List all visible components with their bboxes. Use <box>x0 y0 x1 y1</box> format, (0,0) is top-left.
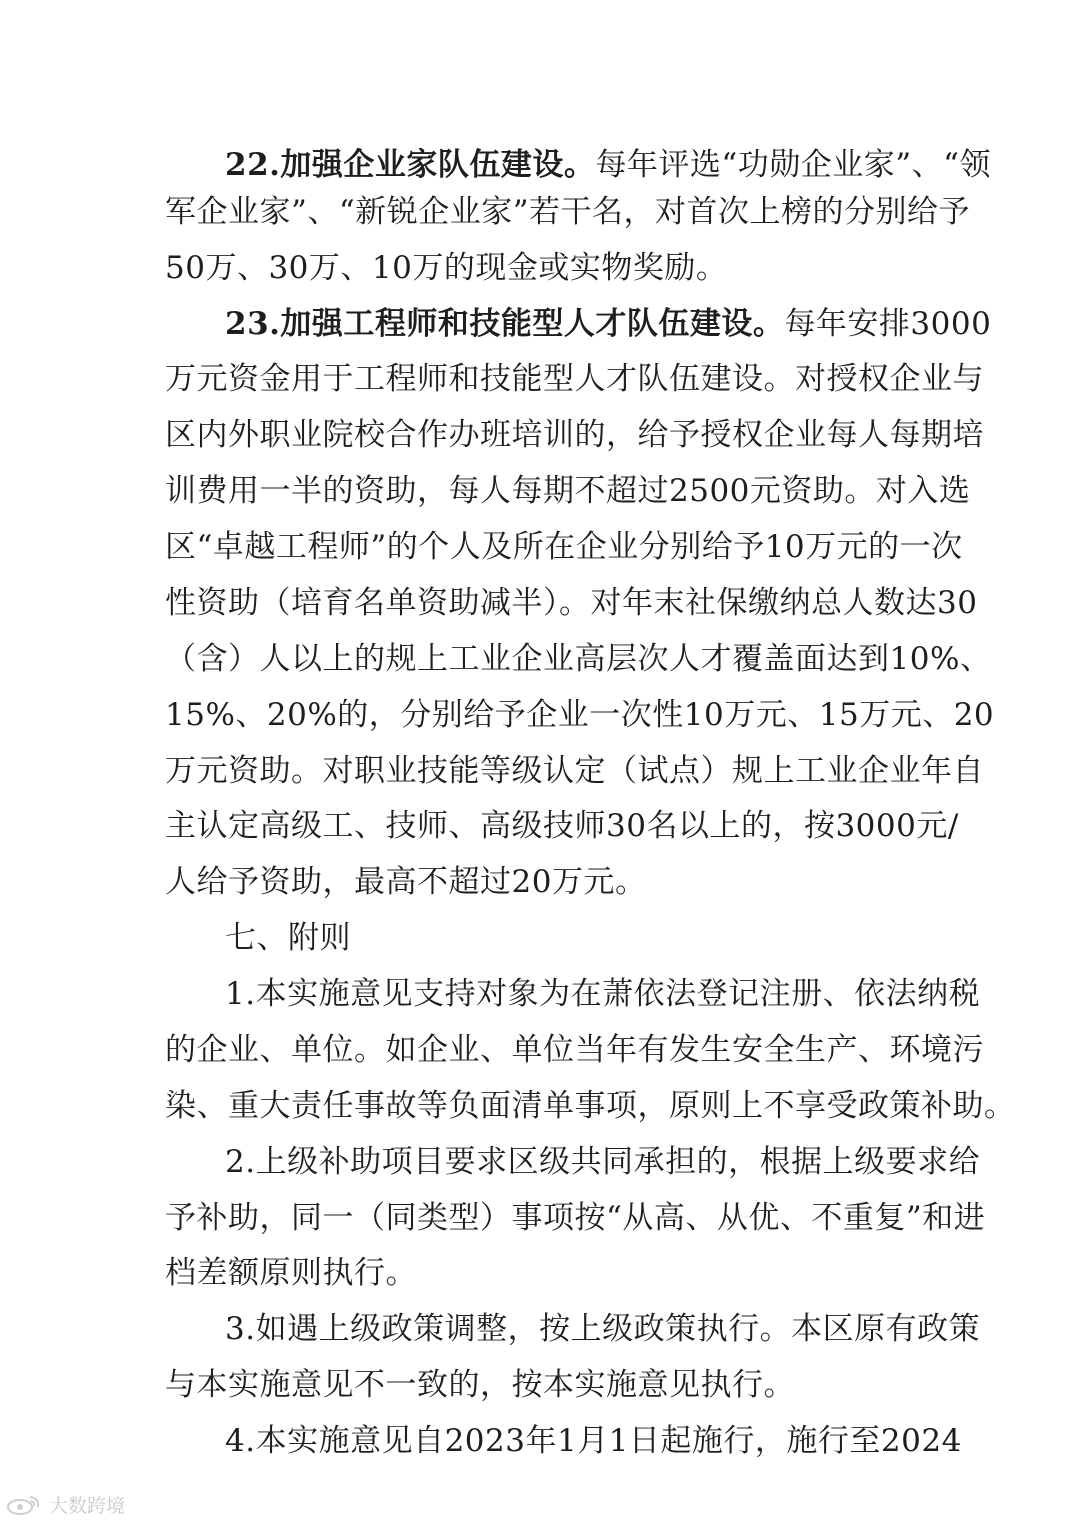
item-1-line-2 <box>165 1021 984 1079</box>
text: 的企业、单位。如企业、单位当年有发生安全生产、环境污 <box>165 1032 984 1068</box>
item-3-line-1 <box>225 1300 981 1358</box>
text: 万元资助。对职业技能等级认定（试点）规上工业企业年自 <box>165 753 984 789</box>
text: 军企业家”、“新锐企业家”若干名，对首次上榜的分别给予 <box>165 194 971 230</box>
paragraph-23-line-4 <box>165 462 971 520</box>
paragraph-23-line-2 <box>165 350 984 408</box>
item-3-line-2 <box>165 1356 915 1414</box>
item-1-line-3 <box>165 1077 1016 1135</box>
text: 3.如遇上级政策调整，按上级政策执行。本区原有政策 <box>225 1311 981 1347</box>
item-1-line-1 <box>225 965 981 1023</box>
text: 每年安排3000 <box>784 306 992 342</box>
text: 区内外职业院校合作办班培训的，给予授权企业每人每期培 <box>165 417 984 453</box>
item-2-line-1 <box>225 1133 981 1191</box>
paragraph-23-line-5 <box>165 518 963 576</box>
paragraph-23-line-6 <box>165 574 978 632</box>
item-2-line-3 <box>165 1244 915 1302</box>
text: 1.本实施意见支持对象为在萧依法登记注册、依法纳税 <box>225 976 981 1012</box>
text: 50万、30万、10万的现金或实物奖励。 <box>165 250 728 286</box>
heading-23: 23.加强工程师和技能型人才队伍建设。 <box>225 306 785 342</box>
paragraph-23-line-11 <box>165 853 915 911</box>
text: 档差额原则执行。 <box>165 1255 417 1291</box>
paragraph-22-line-2 <box>165 183 971 241</box>
text: （含）人以上的规上工业企业高层次人才覆盖面达到10%、 <box>165 641 992 677</box>
paragraph-23-line-7 <box>165 630 992 688</box>
text: 染、重大责任事故等负面清单事项，原则上不享受政策补助。 <box>165 1088 1016 1124</box>
paragraph-23-line-1 <box>225 295 992 353</box>
text: 万元资金用于工程师和技能型人才队伍建设。对授权企业与 <box>165 361 984 397</box>
paragraph-23-line-8 <box>165 686 995 744</box>
heading-22: 22.加强企业家队伍建设。 <box>225 147 596 183</box>
paragraph-23-line-10 <box>165 797 959 855</box>
paragraph-22-line-3 <box>165 239 915 297</box>
section-heading-7 <box>225 909 915 967</box>
paragraph-23-line-9 <box>165 742 984 800</box>
weibo-logo-icon <box>6 1493 44 1515</box>
text: 4.本实施意见自2023年1月1日起施行，施行至2024 <box>225 1423 962 1459</box>
item-4-line-1 <box>225 1412 962 1470</box>
paragraph-23-line-3 <box>165 406 984 464</box>
text: 训费用一半的资助，每人每期不超过2500元资助。对入选 <box>165 473 971 509</box>
text: 性资助（培育名单资助减半）。对年末社保缴纳总人数达30 <box>165 585 978 621</box>
text: 予补助，同一（同类型）事项按“从高、从优、不重复”和进 <box>165 1200 986 1236</box>
text: 主认定高级工、技师、高级技师30名以上的，按3000元/ <box>165 808 959 844</box>
text: 每年评选“功勋企业家”、“领 <box>595 147 991 183</box>
watermark <box>6 1488 125 1520</box>
item-2-line-2 <box>165 1189 986 1247</box>
text: 与本实施意见不一致的，按本实施意见执行。 <box>165 1367 795 1403</box>
text: 七、附则 <box>225 920 351 956</box>
text: 人给予资助，最高不超过20万元。 <box>165 864 647 900</box>
text: 2.上级补助项目要求区级共同承担的，根据上级要求给 <box>225 1144 981 1180</box>
text: 15%、20%的，分别给予企业一次性10万元、15万元、20 <box>165 697 995 733</box>
text: 区“卓越工程师”的个人及所在企业分别给予10万元的一次 <box>165 529 963 565</box>
watermark-text: 大数跨境 <box>49 1494 126 1517</box>
